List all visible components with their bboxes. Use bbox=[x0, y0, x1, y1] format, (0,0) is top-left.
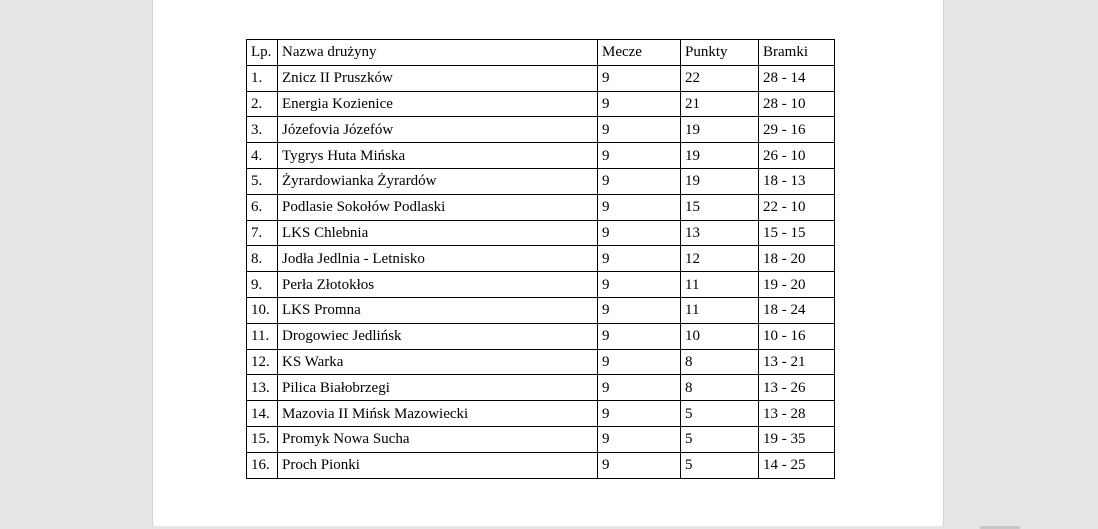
table-row bbox=[247, 246, 835, 272]
cell-matches: 9 bbox=[598, 375, 681, 401]
cell-team-name: Energia Kozienice bbox=[278, 91, 598, 117]
table-row bbox=[247, 91, 835, 117]
cell-lp: 1. bbox=[247, 65, 278, 91]
table-row bbox=[247, 65, 835, 91]
cell-lp: 5. bbox=[247, 168, 278, 194]
cell-goals: 28 - 14 bbox=[759, 65, 835, 91]
cell-goals: 19 - 35 bbox=[759, 426, 835, 452]
cell-points: 19 bbox=[681, 143, 759, 169]
cell-points: 10 bbox=[681, 323, 759, 349]
cell-team-name: Perła Złotokłos bbox=[278, 272, 598, 298]
cell-lp: 15. bbox=[247, 426, 278, 452]
cell-points: 13 bbox=[681, 220, 759, 246]
header-matches: Mecze bbox=[598, 40, 681, 66]
table-row bbox=[247, 375, 835, 401]
cell-team-name: Jodła Jedlnia - Letnisko bbox=[278, 246, 598, 272]
cell-points: 22 bbox=[681, 65, 759, 91]
cell-team-name: Drogowiec Jedlińsk bbox=[278, 323, 598, 349]
cell-goals: 13 - 26 bbox=[759, 375, 835, 401]
cell-goals: 26 - 10 bbox=[759, 143, 835, 169]
cell-points: 11 bbox=[681, 272, 759, 298]
cell-team-name: LKS Promna bbox=[278, 297, 598, 323]
cell-lp: 12. bbox=[247, 349, 278, 375]
cell-lp: 7. bbox=[247, 220, 278, 246]
header-goals: Bramki bbox=[759, 40, 835, 66]
cell-matches: 9 bbox=[598, 91, 681, 117]
cell-lp: 9. bbox=[247, 272, 278, 298]
cell-team-name: Józefovia Józefów bbox=[278, 117, 598, 143]
table-row bbox=[247, 220, 835, 246]
cell-matches: 9 bbox=[598, 65, 681, 91]
table-row bbox=[247, 452, 835, 478]
cell-team-name: Proch Pionki bbox=[278, 452, 598, 478]
cell-lp: 11. bbox=[247, 323, 278, 349]
cell-lp: 14. bbox=[247, 401, 278, 427]
cell-goals: 18 - 13 bbox=[759, 168, 835, 194]
cell-goals: 13 - 21 bbox=[759, 349, 835, 375]
cell-goals: 18 - 20 bbox=[759, 246, 835, 272]
cell-lp: 16. bbox=[247, 452, 278, 478]
table-row bbox=[247, 323, 835, 349]
cell-points: 8 bbox=[681, 349, 759, 375]
cell-matches: 9 bbox=[598, 272, 681, 298]
cell-matches: 9 bbox=[598, 452, 681, 478]
cell-team-name: LKS Chlebnia bbox=[278, 220, 598, 246]
table-row bbox=[247, 272, 835, 298]
cell-lp: 6. bbox=[247, 194, 278, 220]
cell-matches: 9 bbox=[598, 194, 681, 220]
cell-points: 12 bbox=[681, 246, 759, 272]
cell-team-name: Żyrardowianka Żyrardów bbox=[278, 168, 598, 194]
cell-lp: 10. bbox=[247, 297, 278, 323]
cell-goals: 18 - 24 bbox=[759, 297, 835, 323]
table-row bbox=[247, 168, 835, 194]
cell-goals: 10 - 16 bbox=[759, 323, 835, 349]
table-row bbox=[247, 401, 835, 427]
cell-team-name: Pilica Białobrzegi bbox=[278, 375, 598, 401]
cell-points: 8 bbox=[681, 375, 759, 401]
table-row bbox=[247, 349, 835, 375]
cell-team-name: Tygrys Huta Mińska bbox=[278, 143, 598, 169]
cell-points: 21 bbox=[681, 91, 759, 117]
cell-matches: 9 bbox=[598, 143, 681, 169]
cell-team-name: Mazovia II Mińsk Mazowiecki bbox=[278, 401, 598, 427]
table-row bbox=[247, 143, 835, 169]
cell-goals: 15 - 15 bbox=[759, 220, 835, 246]
cell-lp: 8. bbox=[247, 246, 278, 272]
table-row bbox=[247, 426, 835, 452]
document-page bbox=[152, 0, 944, 526]
cell-goals: 22 - 10 bbox=[759, 194, 835, 220]
cell-lp: 4. bbox=[247, 143, 278, 169]
header-team-name: Nazwa drużyny bbox=[278, 40, 598, 66]
table-row bbox=[247, 194, 835, 220]
table-row bbox=[247, 117, 835, 143]
cell-points: 19 bbox=[681, 168, 759, 194]
table-header-row bbox=[247, 40, 835, 66]
cell-goals: 28 - 10 bbox=[759, 91, 835, 117]
cell-matches: 9 bbox=[598, 297, 681, 323]
cell-matches: 9 bbox=[598, 401, 681, 427]
cell-team-name: KS Warka bbox=[278, 349, 598, 375]
cell-points: 5 bbox=[681, 452, 759, 478]
cell-matches: 9 bbox=[598, 426, 681, 452]
cell-team-name: Promyk Nowa Sucha bbox=[278, 426, 598, 452]
cell-points: 15 bbox=[681, 194, 759, 220]
cell-team-name: Podlasie Sokołów Podlaski bbox=[278, 194, 598, 220]
standings-table bbox=[246, 39, 835, 479]
cell-goals: 29 - 16 bbox=[759, 117, 835, 143]
cell-lp: 3. bbox=[247, 117, 278, 143]
cell-matches: 9 bbox=[598, 349, 681, 375]
cell-matches: 9 bbox=[598, 323, 681, 349]
cell-goals: 14 - 25 bbox=[759, 452, 835, 478]
cell-matches: 9 bbox=[598, 220, 681, 246]
cell-lp: 13. bbox=[247, 375, 278, 401]
header-lp: Lp. bbox=[247, 40, 278, 66]
cell-points: 11 bbox=[681, 297, 759, 323]
cell-team-name: Znicz II Pruszków bbox=[278, 65, 598, 91]
cell-lp: 2. bbox=[247, 91, 278, 117]
cell-goals: 19 - 20 bbox=[759, 272, 835, 298]
header-points: Punkty bbox=[681, 40, 759, 66]
cell-matches: 9 bbox=[598, 246, 681, 272]
cell-matches: 9 bbox=[598, 168, 681, 194]
table-row bbox=[247, 297, 835, 323]
cell-points: 19 bbox=[681, 117, 759, 143]
cell-goals: 13 - 28 bbox=[759, 401, 835, 427]
cell-points: 5 bbox=[681, 401, 759, 427]
cell-matches: 9 bbox=[598, 117, 681, 143]
cell-points: 5 bbox=[681, 426, 759, 452]
